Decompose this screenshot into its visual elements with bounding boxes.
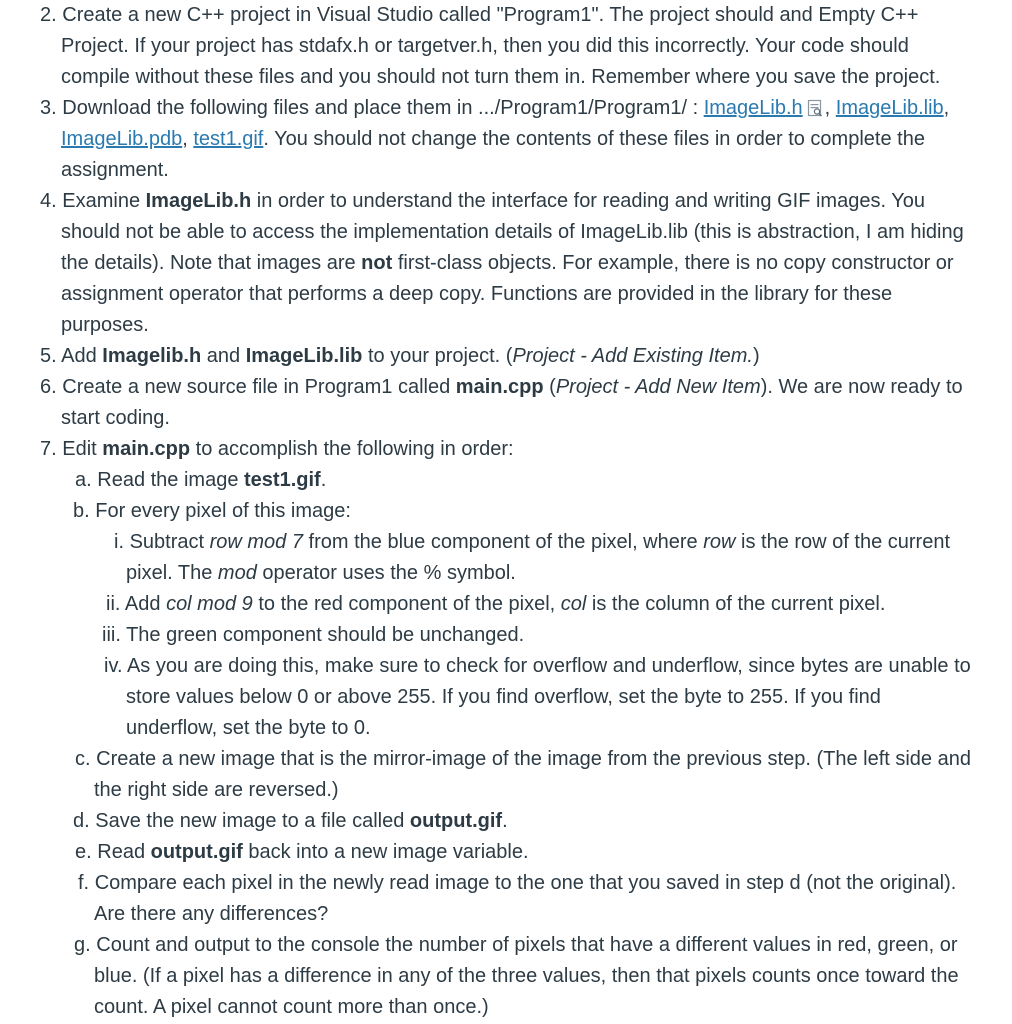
step-text: As you are doing this, make sure to check for overflow and underflow, since bytes are unable to <box>126 655 971 677</box>
substep-letter: g. <box>74 934 91 956</box>
step-7b <box>73 496 351 527</box>
step-6-line-2 <box>61 403 170 434</box>
imagelib-pdb-link[interactable]: ImageLib.pdb <box>61 128 183 150</box>
step-text: Compare each pixel in the newly read image to the one that you saved in step d (not the original). <box>94 872 957 894</box>
step-text: from the blue component of the pixel, where <box>308 531 698 553</box>
step-text: Add <box>61 345 97 367</box>
step-text: to your project. ( <box>367 345 513 367</box>
step-number: 3. <box>40 97 57 119</box>
step-7g-line-1 <box>74 930 958 961</box>
step-7b-iv-line-2 <box>126 682 881 713</box>
emphasis: not <box>361 252 393 274</box>
step-4-line-3 <box>61 248 954 279</box>
step-text: Add <box>124 593 161 615</box>
substep-roman: i. <box>114 531 124 553</box>
step-7c-line-2 <box>94 775 339 806</box>
step-text: blue. (If a pixel has a difference in any of the three values, then that pixels counts once toward the <box>94 965 959 987</box>
step-7b-iv-line-3 <box>126 713 371 744</box>
step-text: Edit <box>62 438 97 460</box>
step-text: For every pixel of this image: <box>95 500 351 522</box>
step-text: Save the new image to a file called <box>95 810 405 832</box>
step-7g-line-2 <box>94 961 959 992</box>
step-text: Create a new image that is the mirror-image of the image from the previous step. (The left side and <box>96 748 971 770</box>
step-7f-line-2 <box>94 899 328 930</box>
step-text: the right side are reversed.) <box>94 779 339 801</box>
menu-path: Project - Add Existing Item. <box>512 345 753 367</box>
file-name: main.cpp <box>455 376 544 398</box>
file-name: test1.gif <box>244 469 321 491</box>
step-text: to accomplish the following in order: <box>195 438 514 460</box>
substep-letter: c. <box>75 748 91 770</box>
step-4-line-1 <box>40 186 925 217</box>
formula: row mod 7 <box>209 531 303 553</box>
step-7b-i-line-2 <box>126 558 516 589</box>
step-text: first-class objects. For example, there is no copy constructor or <box>397 252 954 274</box>
step-text: compile without these files and you should not turn them in. Remember where you save the project. <box>61 66 941 88</box>
substep-letter: f. <box>78 872 90 894</box>
step-text: operator uses the % symbol. <box>262 562 516 584</box>
test1-gif-link[interactable]: test1.gif <box>193 128 264 150</box>
step-text: underflow, set the byte to 0. <box>126 717 371 739</box>
step-text: is the row of the current <box>741 531 951 553</box>
step-number: 4. <box>40 190 57 212</box>
step-number: 7. <box>40 438 57 460</box>
step-6-line-1 <box>40 372 963 403</box>
step-4-line-2 <box>61 217 964 248</box>
step-text: ). We are now ready to <box>760 376 963 398</box>
step-7f-line-1 <box>78 868 956 899</box>
step-3-line-2 <box>61 124 925 155</box>
step-text: Examine <box>62 190 141 212</box>
variable: col <box>560 593 587 615</box>
step-text: to the red component of the pixel, <box>258 593 556 615</box>
step-text: store values below 0 or above 255. If you find overflow, set the byte to 255. If you find <box>126 686 881 708</box>
step-text: purposes. <box>61 314 149 336</box>
separator: , <box>182 128 188 150</box>
step-text: Are there any differences? <box>94 903 329 925</box>
step-text: ) <box>752 345 760 367</box>
step-text: is the column of the current pixel. <box>591 593 886 615</box>
step-text: assignment. <box>61 159 169 181</box>
step-text: the details). Note that images are <box>61 252 356 274</box>
step-2-line-1 <box>40 0 918 31</box>
step-text: Project. If your project has stdafx.h or targetver.h, then you did this incorrectly. Your code should <box>61 35 909 57</box>
imagelib-lib-link[interactable]: ImageLib.lib <box>835 97 944 119</box>
substep-roman: iv. <box>104 655 123 677</box>
file-name: ImageLib.lib <box>245 345 363 367</box>
step-2-line-3 <box>61 62 940 93</box>
step-text: The green component should be unchanged. <box>126 624 525 646</box>
menu-path: Project - Add New Item <box>555 376 761 398</box>
substep-letter: d. <box>73 810 90 832</box>
step-text: Create a new source file in Program1 called <box>62 376 451 398</box>
step-text: start coding. <box>61 407 170 429</box>
separator: , <box>943 97 950 119</box>
step-text: ( <box>549 376 556 398</box>
step-5-line-1 <box>40 341 760 372</box>
step-text: Read <box>97 841 146 863</box>
step-4-line-5 <box>61 310 149 341</box>
separator: , <box>824 97 831 119</box>
step-text: back into a new image variable. <box>248 841 529 863</box>
step-number: 6. <box>40 376 57 398</box>
step-text: . <box>320 469 327 491</box>
step-text: . You should not change the contents of these files in order to complete the <box>263 128 925 150</box>
file-name: Imagelib.h <box>102 345 202 367</box>
step-2-line-2 <box>61 31 909 62</box>
formula: col mod 9 <box>166 593 253 615</box>
substep-roman: ii. <box>106 593 121 615</box>
substep-letter: a. <box>75 469 92 491</box>
step-7b-iv-line-1 <box>104 651 971 682</box>
file-name: main.cpp <box>102 438 191 460</box>
step-7c-line-1 <box>75 744 971 775</box>
step-text: should not be able to access the implementation details of ImageLib.lib (this is abstraction, I am hiding <box>61 221 964 243</box>
step-text: pixel. The <box>126 562 213 584</box>
step-3-line-3 <box>61 155 169 186</box>
step-text: Count and output to the console the number of pixels that have a different values in red, green, or <box>96 934 958 956</box>
substep-letter: b. <box>73 500 90 522</box>
step-7a <box>75 465 326 496</box>
variable: row <box>703 531 736 553</box>
step-text: Subtract <box>129 531 205 553</box>
step-7b-iii <box>102 620 524 651</box>
step-7g-line-3 <box>94 992 489 1023</box>
file-preview-icon[interactable] <box>807 99 823 117</box>
step-4-line-4 <box>61 279 892 310</box>
step-number: 2. <box>40 4 57 26</box>
step-number: 5. <box>40 345 57 367</box>
step-7d <box>73 806 508 837</box>
substep-roman: iii. <box>102 624 121 646</box>
step-7b-i-line-1 <box>114 527 950 558</box>
step-text: Create a new C++ project in Visual Studio called "Program1". The project should and Empty C++ <box>62 4 919 26</box>
step-7-line-1 <box>40 434 514 465</box>
imagelib-h-link[interactable]: ImageLib.h <box>703 97 803 119</box>
step-text: Read the image <box>97 469 239 491</box>
step-7b-ii <box>106 589 885 620</box>
file-name: ImageLib.h <box>145 190 252 212</box>
step-7e <box>75 837 529 868</box>
variable: mod <box>217 562 257 584</box>
step-text: and <box>206 345 241 367</box>
step-text: assignment operator that performs a deep copy. Functions are provided in the library for these <box>61 283 893 305</box>
substep-letter: e. <box>75 841 92 863</box>
file-name: output.gif <box>409 810 503 832</box>
file-name: output.gif <box>150 841 243 863</box>
step-text: in order to understand the interface for reading and writing GIF images. You <box>256 190 925 212</box>
step-text: Download the following files and place them in .../Program1/Program1/ : <box>62 97 699 119</box>
step-text: count. A pixel cannot count more than once.) <box>94 996 489 1018</box>
step-3-line-1 <box>40 93 949 124</box>
step-text: . <box>502 810 508 832</box>
